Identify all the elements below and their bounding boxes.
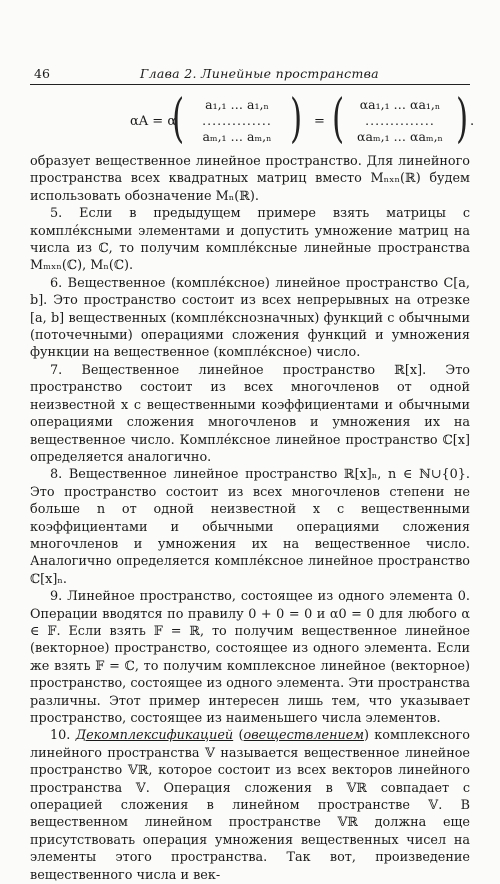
matrix-a-row3: aₘ,₁ … aₘ,ₙ [202,129,272,144]
paragraph-example-9: 9. Линейное пространство, состоящее из одного элемента 0. Операции вводятся по правилу 0 + 0 = 0 и α0 = 0 для любого α ∈ 𝔽. Если взять 𝔽 = ℝ, то получим вещественное линейное (векторное) пространство, состоящее из одного элемента. Если же взять 𝔽 = ℂ, то получим комплексное линейное (векторное) пространство, состоящее из одного элемента. Эти пространства различны. Этот пример интересен лишь тем, что указывает пространство, состоящее из наименьшего числа элементов. [30,589,470,726]
paragraph-example-10 [30,727,470,884]
p10-number: 10. [50,728,76,744]
matrix-formula [30,89,475,150]
p10-mid: ( [233,728,244,744]
paragraph-example-8: 8. Вещественное линейное пространство ℝ[x]ₙ, n ∈ ℕ∪{0}. Это пространство состоит из всех многочленов степени не больше n от одной неизвестной x с вещественными коэффициентами и обычными операциями сложения многочленов и умножения их на вещественное число. Аналогично определяется комплéксное линейное пространство ℂ[x]ₙ. [30,467,470,587]
page-number: 46 [34,66,50,81]
paragraph-example-7: 7. Вещественное линейное пространство ℝ[x]. Это пространство состоит из всех многочленов от одной неизвестной x с вещественными коэффициентами и обычными операциями сложения многочленов и умножения их на вещественное число. Комплéксное линейное пространство ℂ[x] определяется аналогично. [30,362,470,465]
matrix-alpha-a-row3: αaₘ,₁ … αaₘ,ₙ [357,129,443,144]
header-rule [30,84,470,85]
matrix-a-row1: a₁,₁ … a₁,ₙ [205,97,269,112]
paragraph-example-5: 5. Если в предыдущем примере взять матрицы с комплéксными элементами и допустить умножение матриц на числа из ℂ, то получим комплéксные линейные пространства Mₘₓₙ(ℂ), Mₙ(ℂ). [30,206,470,274]
page-header [30,66,470,84]
body-text [30,153,470,884]
term-decomplexification: Декомплексификацией [75,728,234,744]
formula-period: . [470,114,475,129]
paragraph-example-6: 6. Вещественное (комплéксное) линейное пространство C[a, b]. Это пространство состоит из всех непрерывных на отрезке [a, b] вещественных (комплéкснозначных) функций с обычными (поточечными) операциями сложения функций и умножения функции на вещественное (комплéксное) число. [30,275,470,361]
running-head: Глава 2. Линейные пространства [140,66,379,81]
formula-equals: = [314,114,325,129]
matrix-alpha-a-row2: .............. [365,113,435,128]
matrix-alpha-a: ( αa₁,₁ … αa₁,ₙ .............. αaₘ,₁ … αaₘ,ₙ ) [332,89,468,149]
matrix-a: ( a₁,₁ … a₁,ₙ .............. aₘ,₁ … aₘ,ₙ ) [172,89,302,149]
formula-lhs: αA = α [130,114,177,129]
matrix-alpha-a-row1: αa₁,₁ … αa₁,ₙ [359,97,441,112]
paragraph-continuation: образует вещественное линейное пространство. Для линейного пространства всех квадратных матриц вместо Mₙₓₙ(ℝ) будем использовать обозначение Mₙ(ℝ). [30,154,470,204]
p10-rest: ) комплексного линейного пространства 𝕍 называется вещественное линейное пространство 𝕍ℝ, которое состоит из всех векторов линейного пространства 𝕍. Операция сложения в 𝕍ℝ совпадает с операцией сложения в линейном пространстве 𝕍. В вещественном линейном пространстве 𝕍ℝ должна еще присутствовать операция умножения вещественных чисел на элементы этого пространства. Так вот, произведение вещественного числа и век- [30,728,470,883]
term-realification: овеществлением [243,728,364,744]
matrix-a-row2: .............. [202,113,272,128]
